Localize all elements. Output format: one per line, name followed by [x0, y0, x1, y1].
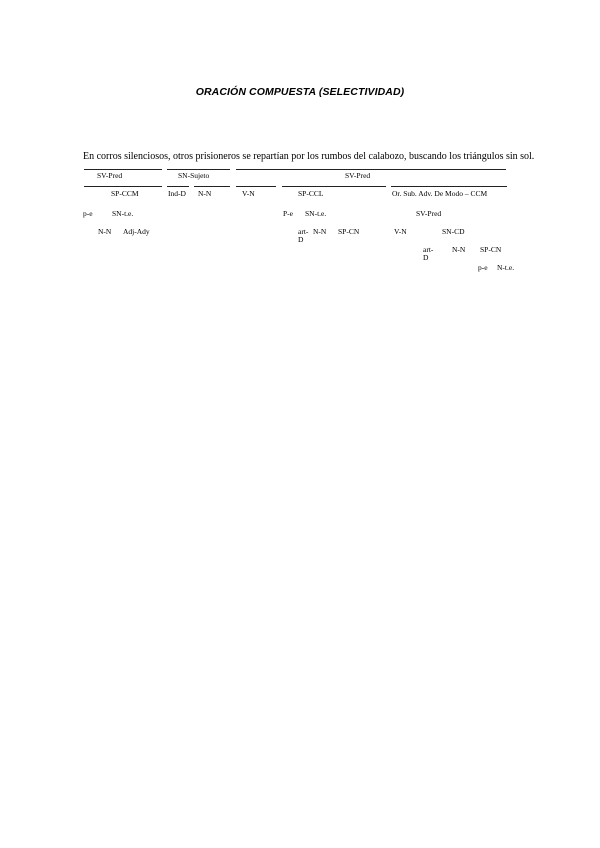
- label-art-d-2: art-: [423, 245, 434, 254]
- bracket-v-n-1: [236, 186, 276, 187]
- bracket-sv-pred-1: [84, 169, 162, 170]
- label-or-sub-adv: Or. Sub. Adv. De Modo – CCM: [392, 189, 488, 198]
- label-sv-pred-2: SV-Pred: [345, 171, 371, 180]
- label-adj-ady: Adj-Ady: [123, 227, 150, 236]
- label-v-n-2: V-N: [394, 227, 407, 236]
- label-sn-sujeto: SN-Sujeto: [178, 171, 210, 180]
- label-art-d-1-cont: D: [298, 235, 304, 244]
- label-sv-pred-3: SV-Pred: [416, 209, 442, 218]
- bracket-sn-sujeto: [167, 169, 230, 170]
- label-sn-te-2: SN-t.e.: [305, 209, 327, 218]
- bracket-n-n-1: [194, 186, 230, 187]
- bracket-sp-ccm: [84, 186, 162, 187]
- label-sp-ccl: SP-CCL: [298, 189, 324, 198]
- label-sp-cn-2: SP-CN: [480, 245, 502, 254]
- bracket-ind-d: [167, 186, 189, 187]
- label-sp-cn-1: SP-CN: [338, 227, 360, 236]
- analyzed-sentence: En corros silenciosos, otros prisioneros se repartían por los rumbos del calabozo, buscando los triángulos sin sol.: [83, 151, 535, 162]
- page-title: ORACIÓN COMPUESTA (SELECTIVIDAD): [195, 86, 405, 98]
- label-p-e-3: p-e: [478, 263, 488, 272]
- label-n-n-3: N-N: [313, 227, 327, 236]
- bracket-sp-ccl: [282, 186, 386, 187]
- label-n-n-4: N-N: [452, 245, 466, 254]
- label-p-e-2: P-e: [283, 209, 293, 218]
- label-n-n-1: N-N: [198, 189, 212, 198]
- bracket-or-sub-adv: [391, 186, 507, 187]
- label-p-e-1: p-e: [83, 209, 93, 218]
- label-art-d-1: art-: [298, 227, 309, 236]
- label-sn-cd: SN-CD: [442, 227, 465, 236]
- label-v-n-1: V-N: [242, 189, 255, 198]
- label-ind-d: Ind-D: [168, 189, 186, 198]
- label-sn-te-1: SN-t.e.: [112, 209, 134, 218]
- label-sv-pred-1: SV-Pred: [97, 171, 123, 180]
- label-n-n-2: N-N: [98, 227, 112, 236]
- label-sp-ccm: SP-CCM: [111, 189, 139, 198]
- label-n-te: N-t.e.: [497, 263, 515, 272]
- label-art-d-2-cont: D: [423, 253, 429, 262]
- bracket-sv-pred-2: [236, 169, 506, 170]
